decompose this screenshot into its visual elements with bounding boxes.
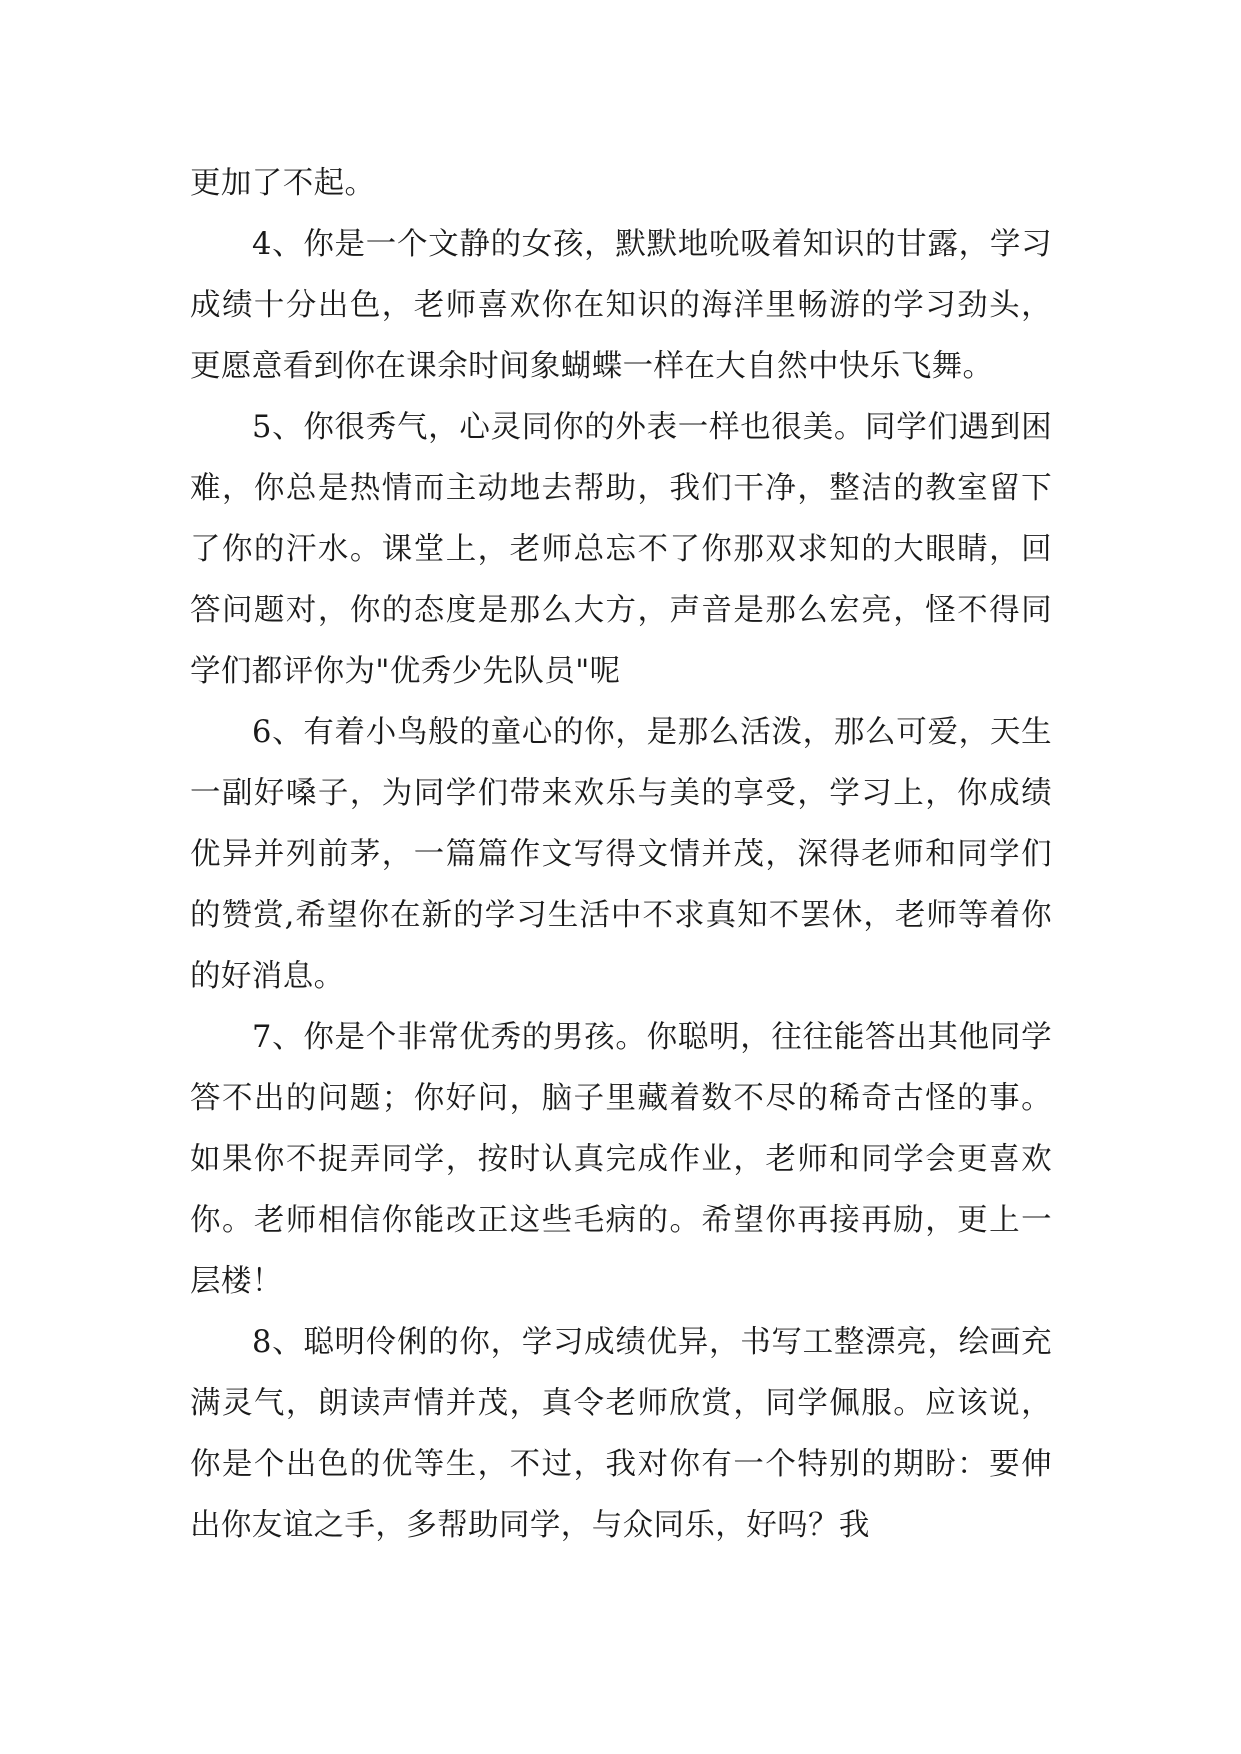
- paragraph-comment-8: 8、聪明伶俐的你，学习成绩优异，书写工整漂亮，绘画充满灵气，朗读声情并茂，真令老师欣赏，同学佩服。应该说，你是个出色的优等生，不过，我对你有一个特别的期盼：要伸出你友谊之手，多帮助同学，与众同乐，好吗？我: [190, 1325, 1052, 1543]
- paragraph-comment-7: 7、你是个非常优秀的男孩。你聪明，往往能答出其他同学答不出的问题；你好问，脑子里藏着数不尽的稀奇古怪的事。如果你不捉弄同学，按时认真完成作业，老师和同学会更喜欢你。老师相信你能改正这些毛病的。希望你再接再励，更上一层楼！: [190, 1020, 1052, 1299]
- paragraph-comment-4: 4、你是一个文静的女孩，默默地吮吸着知识的甘露，学习成绩十分出色，老师喜欢你在知识的海洋里畅游的学习劲头，更愿意看到你在课余时间象蝴蝶一样在大自然中快乐飞舞。: [190, 227, 1052, 384]
- document-body: [190, 153, 1052, 1556]
- paragraph-continuation: 更加了不起。: [190, 166, 376, 201]
- paragraph-comment-6: 6、有着小鸟般的童心的你，是那么活泼，那么可爱，天生一副好嗓子，为同学们带来欢乐与美的享受，学习上，你成绩优异并列前茅，一篇篇作文写得文情并茂，深得老师和同学们的赞赏,希望你在新的学习生活中不求真知不罢休，老师等着你的好消息。: [190, 715, 1052, 994]
- paragraph-comment-5: 5、你很秀气，心灵同你的外表一样也很美。同学们遇到困难，你总是热情而主动地去帮助，我们干净，整洁的教室留下了你的汗水。课堂上，老师总忘不了你那双求知的大眼睛，回答问题对，你的态度是那么大方，声音是那么宏亮，怪不得同学们都评你为"优秀少先队员"呢: [190, 410, 1052, 689]
